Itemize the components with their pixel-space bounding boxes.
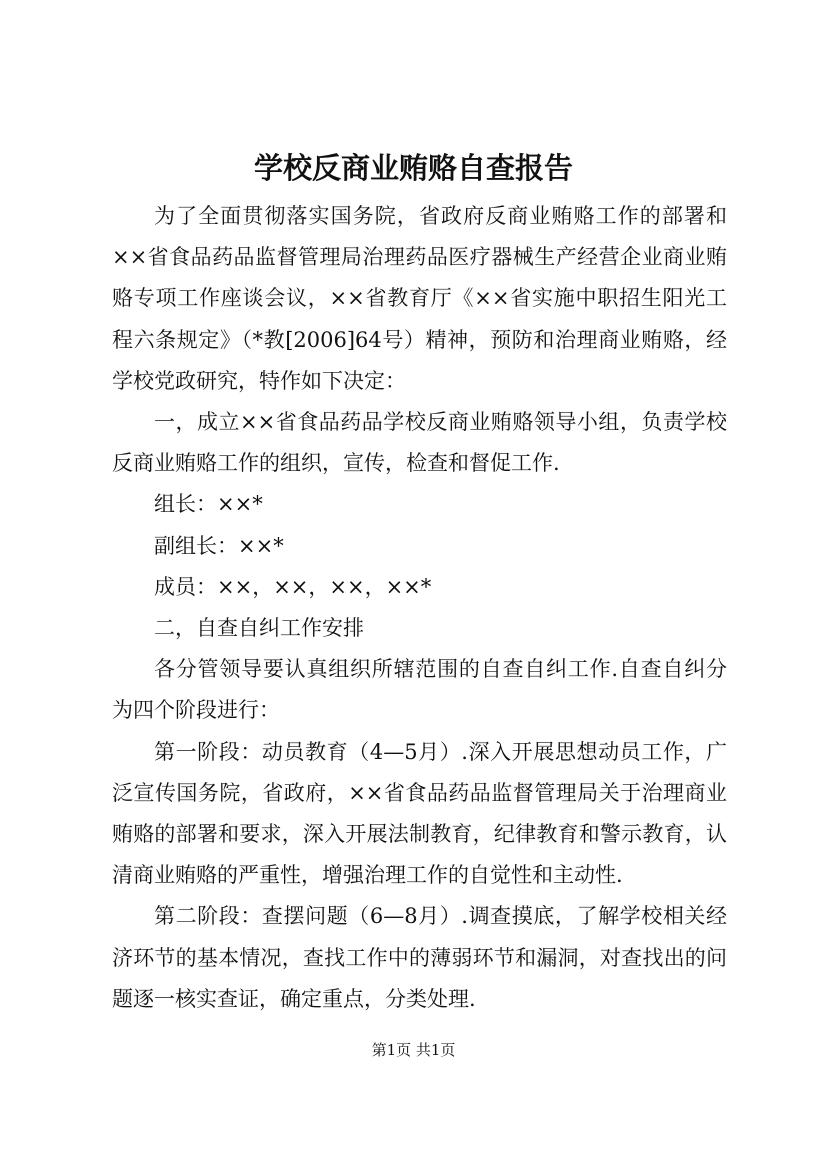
document-body	[112, 196, 727, 1020]
page-title: 学校反商业贿赂自查报告	[253, 151, 573, 185]
paragraph-group-leader: 组长：××*	[154, 492, 263, 517]
paragraph-stage-two: 第二阶段：查摆问题（6—8月）.调查摸底，了解学校相关经济环节的基本情况，查找工作中的薄弱环节和漏洞，对查找出的问题逐一核实查证，确定重点，分类处理.	[112, 904, 727, 1011]
paragraph-deputy-leader: 副组长：××*	[154, 533, 284, 558]
paragraph-section-two: 二，自查自纠工作安排	[154, 616, 364, 641]
paragraph-intro: 为了全面贯彻落实国务院，省政府反商业贿赂工作的部署和××省食品药品监督管理局治理药品医疗器械生产经营企业商业贿赂专项工作座谈会议，××省教育厅《××省实施中职招生阳光工程六条规定》（*教[2006]64号）精神，预防和治理商业贿赂，经学校党政研究，特作如下决定：	[112, 204, 727, 393]
page-footer: 第1页 共1页	[371, 1041, 456, 1059]
paragraph-section-one: 一，成立××省食品药品学校反商业贿赂领导小组，负责学校反商业贿赂工作的组织，宣传，检查和督促工作.	[112, 410, 727, 476]
paragraph-stage-one: 第一阶段：动员教育（4—5月）.深入开展思想动员工作，广泛宣传国务院，省政府，××省食品药品监督管理局关于治理商业贿赂的部署和要求，深入开展法制教育，纪律教育和警示教育，认清商业贿赂的严重性，增强治理工作的自觉性和主动性.	[112, 739, 727, 888]
paragraph-stages-intro: 各分管领导要认真组织所辖范围的自查自纠工作.自查自纠分为四个阶段进行：	[112, 657, 727, 723]
paragraph-members: 成员：××，××，××，××*	[154, 574, 432, 599]
